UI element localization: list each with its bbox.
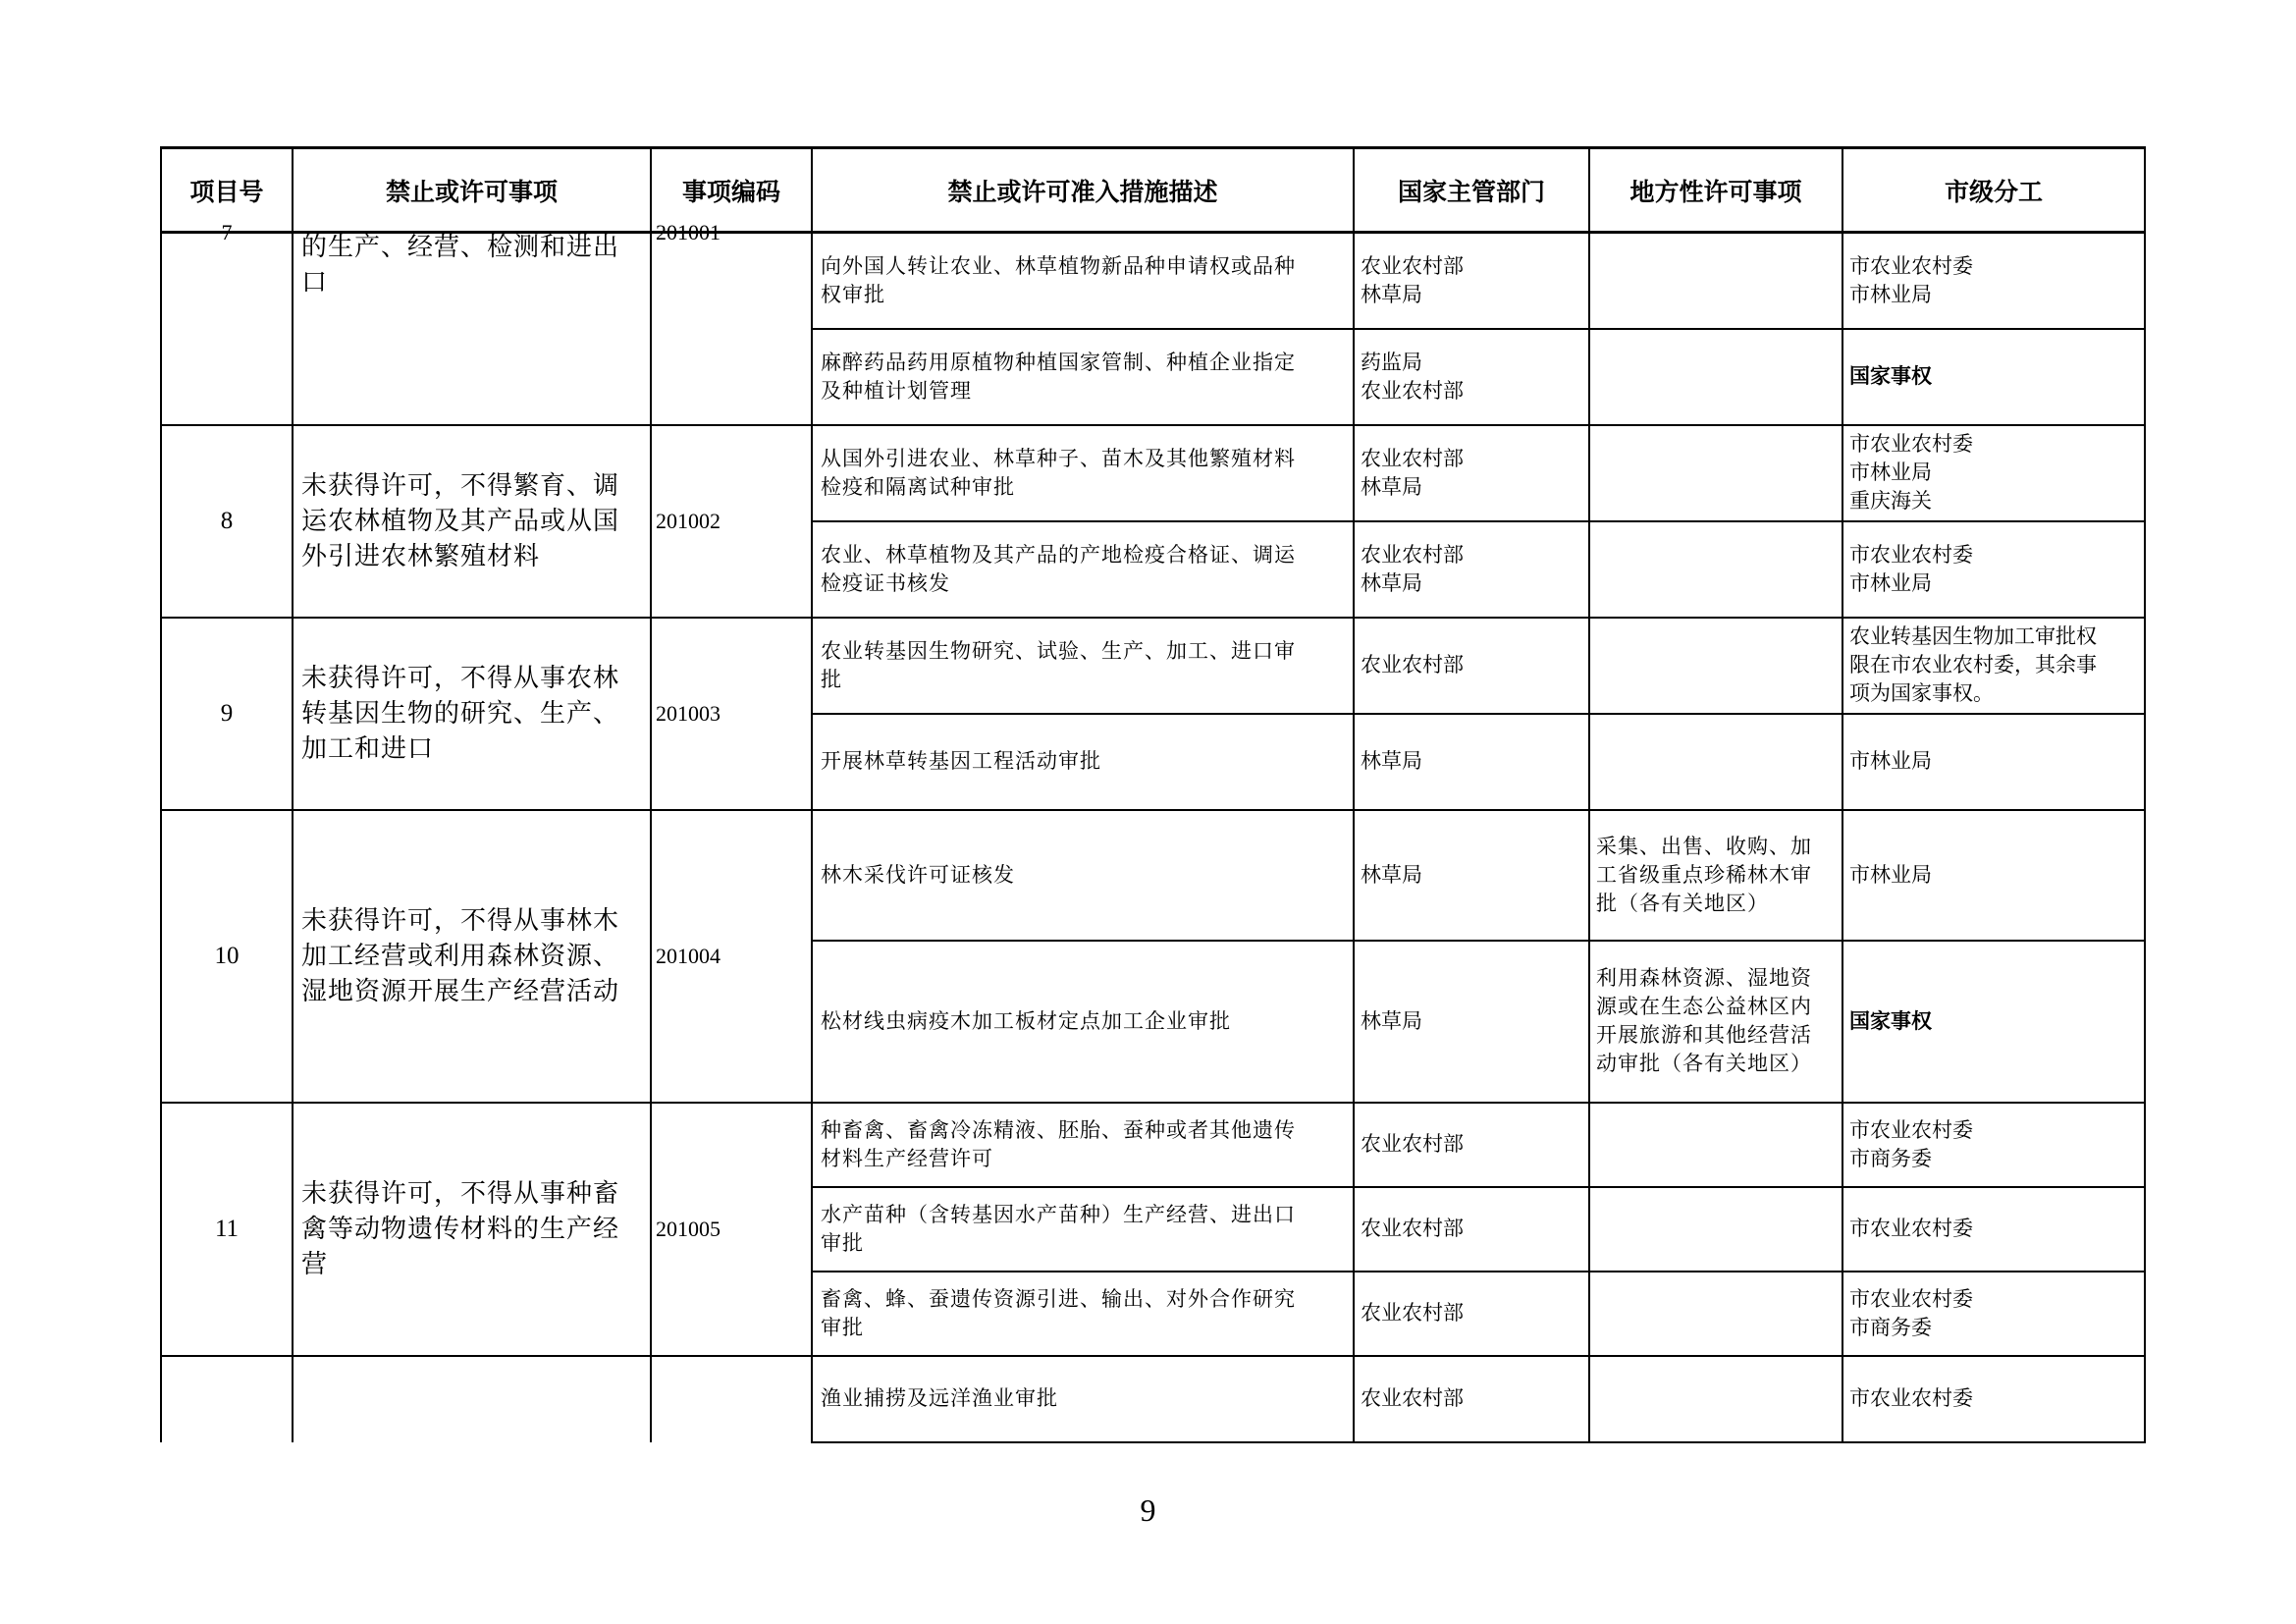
local-line: 动审批（各有关地区） xyxy=(1596,1052,1812,1075)
division-line: 市林业局 xyxy=(1849,749,1932,773)
local-permit xyxy=(1589,1272,1842,1356)
desc-line: 麻醉药品药用原植物种植国家管制、种植企业指定 xyxy=(821,350,1296,374)
division-line: 市农业农村委 xyxy=(1849,1117,1973,1142)
national-dept xyxy=(1354,329,1589,425)
desc-line: 及种植计划管理 xyxy=(821,378,972,403)
local-permit xyxy=(1589,941,1842,1103)
dept-line: 农业农村部 xyxy=(1361,1386,1464,1410)
desc-line: 松材线虫病疫木加工板材定点加工企业审批 xyxy=(821,1008,1231,1033)
measure-description xyxy=(812,233,1354,329)
local-permit xyxy=(1589,1103,1842,1187)
dept-line: 农业农村部 xyxy=(1361,446,1464,470)
item-cell xyxy=(293,1103,651,1356)
division-line: 重庆海关 xyxy=(1849,489,1932,513)
city-division xyxy=(1842,941,2145,1103)
measure-description xyxy=(812,1272,1354,1356)
measure-description xyxy=(812,425,1354,521)
division-line: 市农业农村委 xyxy=(1849,432,1973,456)
desc-line: 林木采伐许可证核发 xyxy=(821,862,1015,887)
measure-description xyxy=(812,618,1354,714)
local-permit xyxy=(1589,521,1842,618)
measure-description xyxy=(812,714,1354,810)
header-local-permit: 地方性许可事项 xyxy=(1589,148,1842,233)
item-line: 口 xyxy=(301,268,329,298)
item-cell xyxy=(293,425,651,618)
division-line: 市商务委 xyxy=(1849,1315,1932,1339)
division-line: 项为国家事权。 xyxy=(1849,681,1994,705)
national-dept xyxy=(1354,1187,1589,1272)
item-line: 营 xyxy=(301,1249,329,1279)
item-code: 201003 xyxy=(651,618,812,810)
desc-line: 审批 xyxy=(821,1315,864,1339)
national-dept xyxy=(1354,1356,1589,1442)
division-line: 市林业局 xyxy=(1849,570,1932,595)
item-code: 201004 xyxy=(651,810,812,1103)
item-line: 禽等动物遗传材料的生产经 xyxy=(301,1214,620,1244)
national-dept xyxy=(1354,521,1589,618)
local-permit xyxy=(1589,714,1842,810)
header-code: 事项编码 xyxy=(651,148,812,233)
header-item-number: 项目号 xyxy=(161,148,293,233)
division-line: 市林业局 xyxy=(1849,460,1932,484)
national-dept xyxy=(1354,810,1589,941)
division-line: 市商务委 xyxy=(1849,1146,1932,1170)
local-permit xyxy=(1589,1187,1842,1272)
desc-line: 畜禽、蜂、蚕遗传资源引进、输出、对外合作研究 xyxy=(821,1286,1296,1311)
dept-line: 林草局 xyxy=(1361,862,1422,887)
item-line: 加工和进口 xyxy=(301,733,435,764)
dept-line: 农业农村部 xyxy=(1361,1217,1464,1240)
dept-line: 林草局 xyxy=(1361,1008,1422,1033)
item-number: 8 xyxy=(161,425,293,618)
national-dept xyxy=(1354,233,1589,329)
desc-line: 渔业捕捞及远洋渔业审批 xyxy=(821,1386,1058,1410)
item-number: 10 xyxy=(161,810,293,1103)
item-code: 201002 xyxy=(651,425,812,618)
measure-description xyxy=(812,1187,1354,1272)
desc-line: 检疫证书核发 xyxy=(821,570,950,595)
local-permit xyxy=(1589,618,1842,714)
item-code: 201001 xyxy=(656,220,721,244)
city-division xyxy=(1842,714,2145,810)
local-line: 源或在生态公益林区内 xyxy=(1596,995,1812,1018)
dept-line: 农业农村部 xyxy=(1361,653,1464,677)
desc-line: 权审批 xyxy=(821,282,885,306)
item-line: 未获得许可，不得从事种畜 xyxy=(301,1178,620,1209)
local-line: 批（各有关地区） xyxy=(1596,891,1769,915)
dept-line: 药监局 xyxy=(1361,350,1422,374)
item-code-cell xyxy=(651,1356,812,1442)
local-permit xyxy=(1589,329,1842,425)
table-row xyxy=(161,1356,2145,1442)
national-dept xyxy=(1354,714,1589,810)
dept-line: 林草局 xyxy=(1361,282,1422,306)
item-code: 201005 xyxy=(651,1103,812,1356)
dept-line: 农业农村部 xyxy=(1361,378,1464,403)
item-line: 未获得许可，不得繁育、调 xyxy=(301,470,620,501)
item-number-cell xyxy=(161,220,293,425)
dept-line: 林草局 xyxy=(1361,570,1422,595)
item-line: 未获得许可，不得从事农林 xyxy=(301,663,620,693)
national-dept xyxy=(1354,941,1589,1103)
city-division xyxy=(1842,521,2145,618)
item-code-cell xyxy=(651,220,812,425)
item-line: 的生产、经营、检测和进出 xyxy=(301,233,620,262)
city-division xyxy=(1842,618,2145,714)
division-line: 市林业局 xyxy=(1849,282,1932,306)
measure-description xyxy=(812,521,1354,618)
item-line: 加工经营或利用森林资源、 xyxy=(301,941,620,971)
header-national-dept: 国家主管部门 xyxy=(1354,148,1589,233)
national-dept xyxy=(1354,425,1589,521)
city-division xyxy=(1842,1272,2145,1356)
city-division xyxy=(1842,1103,2145,1187)
local-line: 工省级重点珍稀林木审 xyxy=(1596,862,1812,887)
dept-line: 林草局 xyxy=(1361,749,1422,773)
desc-line: 农业、林草植物及其产品的产地检疫合格证、调运 xyxy=(821,542,1296,567)
division-line: 农业转基因生物加工审批权 xyxy=(1849,624,2097,648)
national-dept xyxy=(1354,1272,1589,1356)
table-row xyxy=(161,233,2145,329)
desc-line: 检疫和隔离试种审批 xyxy=(821,474,1015,499)
local-line: 采集、出售、收购、加 xyxy=(1596,834,1812,858)
desc-line: 审批 xyxy=(821,1230,864,1255)
city-division xyxy=(1842,329,2145,425)
local-line: 利用森林资源、湿地资 xyxy=(1596,966,1812,990)
city-division xyxy=(1842,810,2145,941)
national-dept xyxy=(1354,1103,1589,1187)
desc-line: 向外国人转让农业、林草植物新品种申请权或品种 xyxy=(821,253,1296,278)
item-number: 11 xyxy=(161,1103,293,1356)
item-cell xyxy=(293,810,651,1103)
desc-line: 水产苗种（含转基因水产苗种）生产经营、进出口 xyxy=(821,1202,1296,1226)
item-number: 7 xyxy=(221,220,233,244)
dept-line: 农业农村部 xyxy=(1361,1132,1464,1156)
table-row xyxy=(161,618,2145,714)
table-row xyxy=(161,810,2145,941)
division-line: 市林业局 xyxy=(1849,862,1932,887)
division-line: 国家事权 xyxy=(1849,364,1932,388)
local-permit xyxy=(1589,810,1842,941)
table-header-row xyxy=(161,148,2145,233)
dept-line: 农业农村部 xyxy=(1361,542,1464,567)
local-permit xyxy=(1589,425,1842,521)
city-division xyxy=(1842,1356,2145,1442)
item-cell xyxy=(293,1356,651,1442)
local-permit xyxy=(1589,1356,1842,1442)
desc-line: 从国外引进农业、林草种子、苗木及其他繁殖材料 xyxy=(821,446,1296,470)
item-line: 湿地资源开展生产经营活动 xyxy=(301,976,620,1006)
item-line: 外引进农林繁殖材料 xyxy=(301,541,541,571)
division-line: 市农业农村委 xyxy=(1849,1386,1973,1410)
item-line: 运农林植物及其产品或从国 xyxy=(301,506,620,536)
measure-description xyxy=(812,1103,1354,1187)
division-line: 市农业农村委 xyxy=(1849,253,1973,278)
desc-line: 种畜禽、畜禽冷冻精液、胚胎、蚕种或者其他遗传 xyxy=(821,1117,1296,1142)
item-number: 9 xyxy=(161,618,293,810)
measure-description xyxy=(812,941,1354,1103)
desc-line: 批 xyxy=(821,667,842,691)
division-line: 市农业农村委 xyxy=(1849,542,1973,567)
measure-description xyxy=(812,329,1354,425)
division-line: 国家事权 xyxy=(1849,1008,1932,1033)
item-number-cell xyxy=(161,1356,293,1442)
division-line: 市农业农村委 xyxy=(1849,1286,1973,1311)
header-city-division: 市级分工 xyxy=(1842,148,2145,233)
item-line: 转基因生物的研究、生产、 xyxy=(301,698,620,729)
division-line: 市农业农村委 xyxy=(1849,1217,1973,1240)
page-number: 9 xyxy=(1140,1492,1156,1528)
measure-description xyxy=(812,810,1354,941)
local-permit xyxy=(1589,233,1842,329)
item-cell xyxy=(293,233,651,425)
header-item: 禁止或许可事项 xyxy=(293,148,651,233)
item-line: 未获得许可，不得从事林木 xyxy=(301,905,620,936)
table-row xyxy=(161,425,2145,521)
division-line: 限在市农业农村委，其余事 xyxy=(1849,653,2097,677)
national-dept xyxy=(1354,618,1589,714)
desc-line: 开展林草转基因工程活动审批 xyxy=(821,749,1101,773)
permit-table xyxy=(160,146,2146,1443)
measure-description xyxy=(812,1356,1354,1442)
city-division xyxy=(1842,233,2145,329)
dept-line: 农业农村部 xyxy=(1361,253,1464,278)
dept-line: 农业农村部 xyxy=(1361,1301,1464,1325)
header-description: 禁止或许可准入措施描述 xyxy=(812,148,1354,233)
city-division xyxy=(1842,425,2145,521)
item-cell xyxy=(293,618,651,810)
desc-line: 农业转基因生物研究、试验、生产、加工、进口审 xyxy=(821,638,1296,663)
city-division xyxy=(1842,1187,2145,1272)
local-line: 开展旅游和其他经营活 xyxy=(1596,1023,1812,1047)
dept-line: 林草局 xyxy=(1361,474,1422,499)
desc-line: 材料生产经营许可 xyxy=(821,1146,993,1170)
table-row xyxy=(161,1103,2145,1187)
